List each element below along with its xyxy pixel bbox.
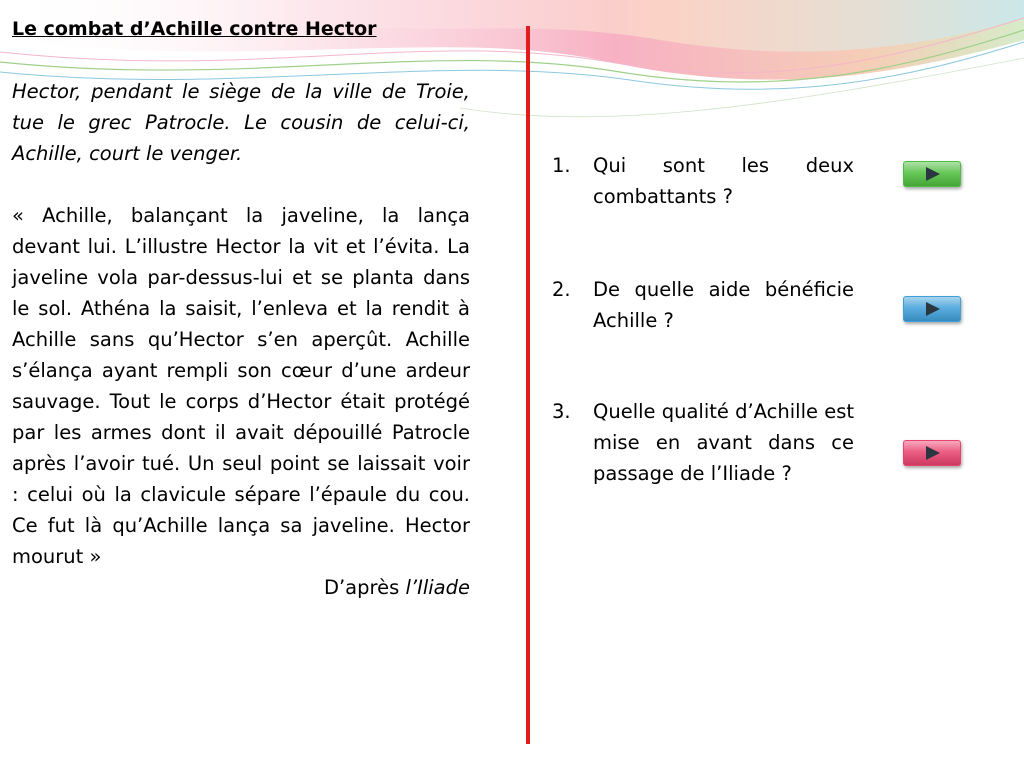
play-button-2[interactable]: [903, 296, 961, 322]
play-button-1[interactable]: [903, 161, 961, 187]
play-icon: [926, 446, 940, 460]
question-number: 1.: [552, 154, 571, 177]
source-prefix: D’après: [323, 576, 406, 599]
play-icon: [926, 167, 940, 181]
question-text: De quelle aide bénéficie Achille ?: [593, 278, 854, 332]
play-button-3[interactable]: [903, 440, 961, 466]
iliad-quote: « Achille, balançant la javeline, la lança devant lui. L’illustre Hector la vit et l’évita. La javeline vola par-dessus-lui et se planta dans le sol. Athéna la saisit, l’enleva et la rendit à Achille sans qu’Hector s’en aperçût. Achille s’élança ayant rempli son cœur d’une ardeur sauvage. Tout le corps d’Hector était protégé par les armes dont il avait dépouillé Patrocle après l’avoir tué. Un seul point se laissait voir : celui où la clavicule sépare l’épaule du cou. Ce fut là qu’Achille lança sa javeline. Hector mourut »: [12, 204, 470, 568]
intro-paragraph: Hector, pendant le siège de la ville de Troie, tue le grec Patrocle. Le cousin de celui-ci, Achille, court le venger.: [12, 80, 470, 165]
source-title: l’Iliade: [405, 576, 470, 599]
question-text: Quelle qualité d’Achille est mise en avant dans ce passage de l’Iliade ?: [593, 400, 855, 485]
question-item-1: [552, 150, 854, 212]
play-icon: [926, 302, 940, 316]
question-text: Qui sont les deux combattants ?: [593, 154, 854, 208]
question-number: 3.: [552, 400, 571, 423]
text-panel: [12, 14, 470, 603]
vertical-divider: [526, 26, 530, 744]
page-title: Le combat d’Achille contre Hector: [12, 18, 377, 40]
question-item-2: [552, 274, 854, 336]
question-item-3: [552, 396, 854, 489]
question-number: 2.: [552, 278, 571, 301]
source-citation: [12, 572, 470, 603]
